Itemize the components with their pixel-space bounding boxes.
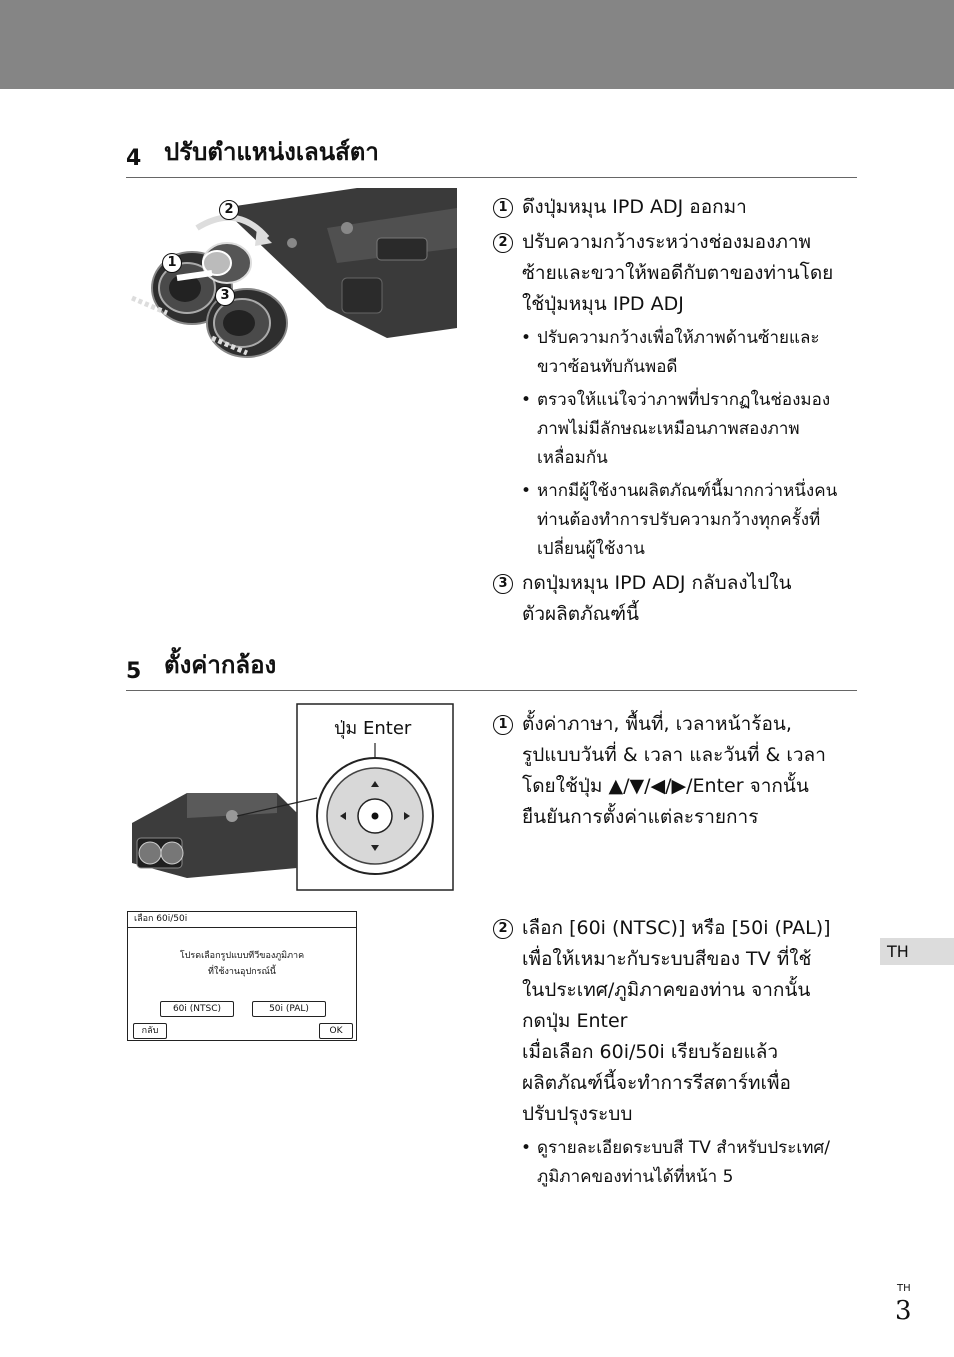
step-line: ตั้งค่าภาษา, พื้นที่, เวลาหน้าร้อน, [522, 713, 792, 735]
ntsc-button[interactable]: 60i (NTSC) [160, 1001, 234, 1017]
bullet-item [493, 477, 863, 564]
tv-system-dialog [127, 911, 357, 1041]
camera-enter-illustration [127, 703, 457, 893]
ok-button[interactable]: OK [319, 1023, 353, 1039]
section-title: ตั้งค่ากล้อง [164, 651, 277, 679]
step-line: เพื่อให้เหมาะกับระบบสีของ TV ที่ใช้ [522, 948, 812, 970]
step-line: ใช้ปุ่มหมุน IPD ADJ [522, 293, 684, 315]
step-3 [493, 568, 863, 630]
bullet-line: ปรับความกว้างเพื่อให้ภาพด้านซ้ายและ [537, 328, 820, 348]
bullet-dot-icon: • [521, 481, 532, 501]
bullet-item [493, 1134, 863, 1192]
bullet-dot-icon: • [521, 1138, 532, 1158]
step-marker: 3 [493, 574, 513, 594]
section-number: 4 [126, 146, 142, 171]
step-text: ดึงปุ่มหมุน IPD ADJ ออกมา [522, 196, 747, 218]
step-2 [493, 913, 863, 1130]
section-5-step-1 [493, 709, 863, 837]
step-line: ซ้ายและขวาให้พอดีกับตาของท่านโดย [522, 262, 834, 284]
back-button[interactable]: กลับ [133, 1023, 167, 1039]
step-line: ในประเทศ/ภูมิภาคของท่าน จากนั้น [522, 979, 811, 1001]
bullet-dot-icon: • [521, 390, 532, 410]
header-band [0, 0, 954, 89]
step-line: รูปแบบวันที่ & เวลา และวันที่ & เวลา [522, 744, 826, 766]
step-line: กดปุ่มหมุน IPD ADJ กลับลงไปใน [522, 572, 792, 594]
dialog-message [128, 948, 356, 980]
bullet-dot-icon: • [521, 328, 532, 348]
step-line: เลือก [60i (NTSC)] หรือ [50i (PAL)] [522, 917, 831, 939]
pal-button[interactable]: 50i (PAL) [252, 1001, 326, 1017]
figure-label-3: 3 [215, 286, 235, 306]
step-marker: 1 [493, 715, 513, 735]
dialog-title: เลือก 60i/50i [128, 912, 356, 928]
bullet-line: หากมีผู้ใช้งานผลิตภัณฑ์นี้มากกว่าหนึ่งคน [537, 481, 838, 501]
dialog-message-line: โปรดเลือกรูปแบบทีวีของภูมิภาค [179, 951, 305, 961]
step-1 [493, 192, 863, 223]
step-line: ยืนยันการตั้งค่าแต่ละรายการ [522, 806, 759, 828]
enter-button-label: ปุ่ม Enter [334, 718, 412, 739]
section-5-step-2 [493, 913, 863, 1196]
step-marker: 2 [493, 919, 513, 939]
section-number: 5 [126, 659, 142, 684]
section-4-heading [126, 137, 857, 178]
section-4-instructions [493, 192, 863, 634]
bullet-item [493, 324, 863, 382]
language-side-tab: TH [880, 938, 954, 965]
step-line: ปรับความกว้างระหว่างช่องมองภาพ [522, 231, 812, 253]
page-number: 3 [895, 1296, 912, 1326]
bullet-line: ตรวจให้แน่ใจว่าภาพที่ปรากฏในช่องมอง [537, 390, 831, 410]
bullet-line: ดูรายละเอียดระบบสี TV สำหรับประเทศ/ [537, 1138, 830, 1158]
bullet-item [493, 386, 863, 473]
step-marker: 2 [493, 233, 513, 253]
bullet-line: ภูมิภาคของท่านได้ที่หน้า 5 [537, 1167, 734, 1187]
step-2 [493, 227, 863, 320]
figure-label-1: 1 [162, 253, 182, 273]
step-marker: 1 [493, 198, 513, 218]
page-language: TH [897, 1283, 911, 1294]
bullet-line: ขวาซ้อนทับกันพอดี [537, 357, 678, 377]
step-1 [493, 709, 863, 833]
binocular-ipd-illustration [127, 188, 457, 358]
bullet-line: เปลี่ยนผู้ใช้งาน [537, 539, 645, 559]
step-line: ตัวผลิตภัณฑ์นี้ [522, 603, 640, 625]
step-line: โดยใช้ปุ่ม ▲/▼/◀/▶/Enter จากนั้น [522, 775, 809, 797]
step-line: กดปุ่ม Enter [522, 1010, 628, 1032]
bullet-line: ท่านต้องทำการปรับความกว้างทุกครั้งที่ [537, 510, 821, 530]
section-title: ปรับตำแหน่งเลนส์ตา [164, 138, 379, 166]
bullet-line: เหลื่อมกัน [537, 448, 608, 468]
step-line: เมื่อเลือก 60i/50i เรียบร้อยแล้ว [522, 1041, 779, 1063]
step-line: ผลิตภัณฑ์นี้จะทำการรีสตาร์ทเพื่อ [522, 1072, 791, 1094]
step-line: ปรับปรุงระบบ [522, 1103, 633, 1125]
dialog-message-line: ที่ใช้งานอุปกรณ์นี้ [208, 967, 276, 977]
bullet-line: ภาพไม่มีลักษณะเหมือนภาพสองภาพ [537, 419, 800, 439]
figure-label-2: 2 [219, 200, 239, 220]
section-5-heading [126, 650, 857, 691]
